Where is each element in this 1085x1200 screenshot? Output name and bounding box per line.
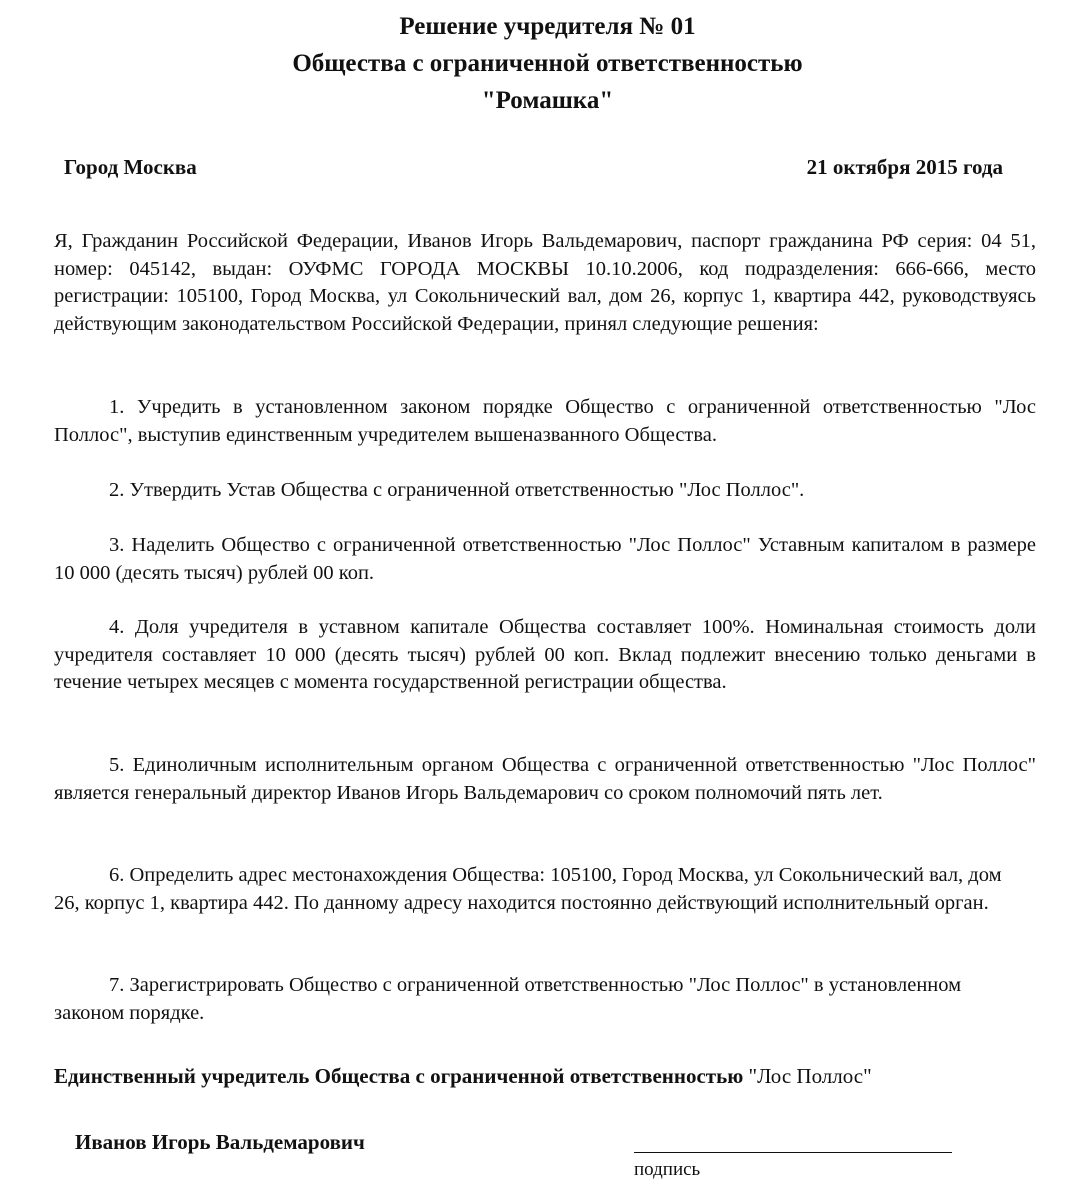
signature-line — [634, 1152, 952, 1153]
founder-label: Единственный учредитель Общества с ограниченной ответственностью — [54, 1064, 744, 1088]
document-title-company-type: Общества с ограниченной ответственностью — [292, 50, 803, 77]
founder-company-name: "Лос Поллос" — [743, 1064, 872, 1088]
signer-name: Иванов Игорь Вальдемарович — [75, 1130, 365, 1154]
decision-item-1: 1. Учредить в установленном законом порядке Общество с ограниченной ответственностью "Лос Поллос", выступив единственным учредителем вышеназванного Общества. — [54, 396, 1036, 446]
signature-caption: подпись — [634, 1159, 701, 1180]
founder-statement — [54, 1061, 872, 1091]
document-title-company-name: "Ромашка" — [481, 87, 614, 114]
document-date: 21 октября 2015 года — [806, 155, 1003, 179]
decision-item-2: 2. Утвердить Устав Общества с ограниченной ответственностью "Лос Поллос". — [109, 479, 805, 501]
decision-item-4: 4. Доля учредителя в уставном капитале Общества составляет 100%. Номинальная стоимость доли учредителя составляет 10 000 (десять тысяч) рублей 00 коп. Вклад подлежит внесению только деньгами в течение четырех месяцев с момента государственной регистрации общества. — [54, 616, 1036, 693]
decision-item-6: 6. Определить адрес местонахождения Общества: 105100, Город Москва, ул Сокольнический вал, дом 26, корпус 1, квартира 442. По данному адресу находится постоянно действующий исполнительный орган. — [54, 864, 1002, 914]
decision-item-3: 3. Наделить Общество с ограниченной ответственностью "Лос Поллос" Уставным капиталом в размере 10 000 (десять тысяч) рублей 00 коп. — [54, 534, 1036, 584]
decision-item-7: 7. Зарегистрировать Общество с ограниченной ответственностью "Лос Поллос" в установленном законом порядке. — [54, 974, 962, 1024]
document-title: Решение учредителя № 01 — [399, 13, 696, 40]
decision-item-5: 5. Единоличным исполнительным органом Общества с ограниченной ответственностью "Лос Поллос" является генеральный директор Иванов Игорь Вальдемарович со сроком полномочий пять лет. — [54, 754, 1036, 804]
document-city: Город Москва — [64, 155, 197, 179]
intro-paragraph: Я, Гражданин Российской Федерации, Иванов Игорь Вальдемарович, паспорт гражданина РФ серия: 04 51, номер: 045142, выдан: ОУФМС ГОРОДА МОСКВЫ 10.10.2006, код подразделения: 666-666, место регистрации: 105100, Город Москва, ул Сокольнический вал, дом 26, корпус 1, квартира 442, руководствуясь действующим законодательством Российской Федерации, принял следующие решения: — [54, 230, 1036, 335]
